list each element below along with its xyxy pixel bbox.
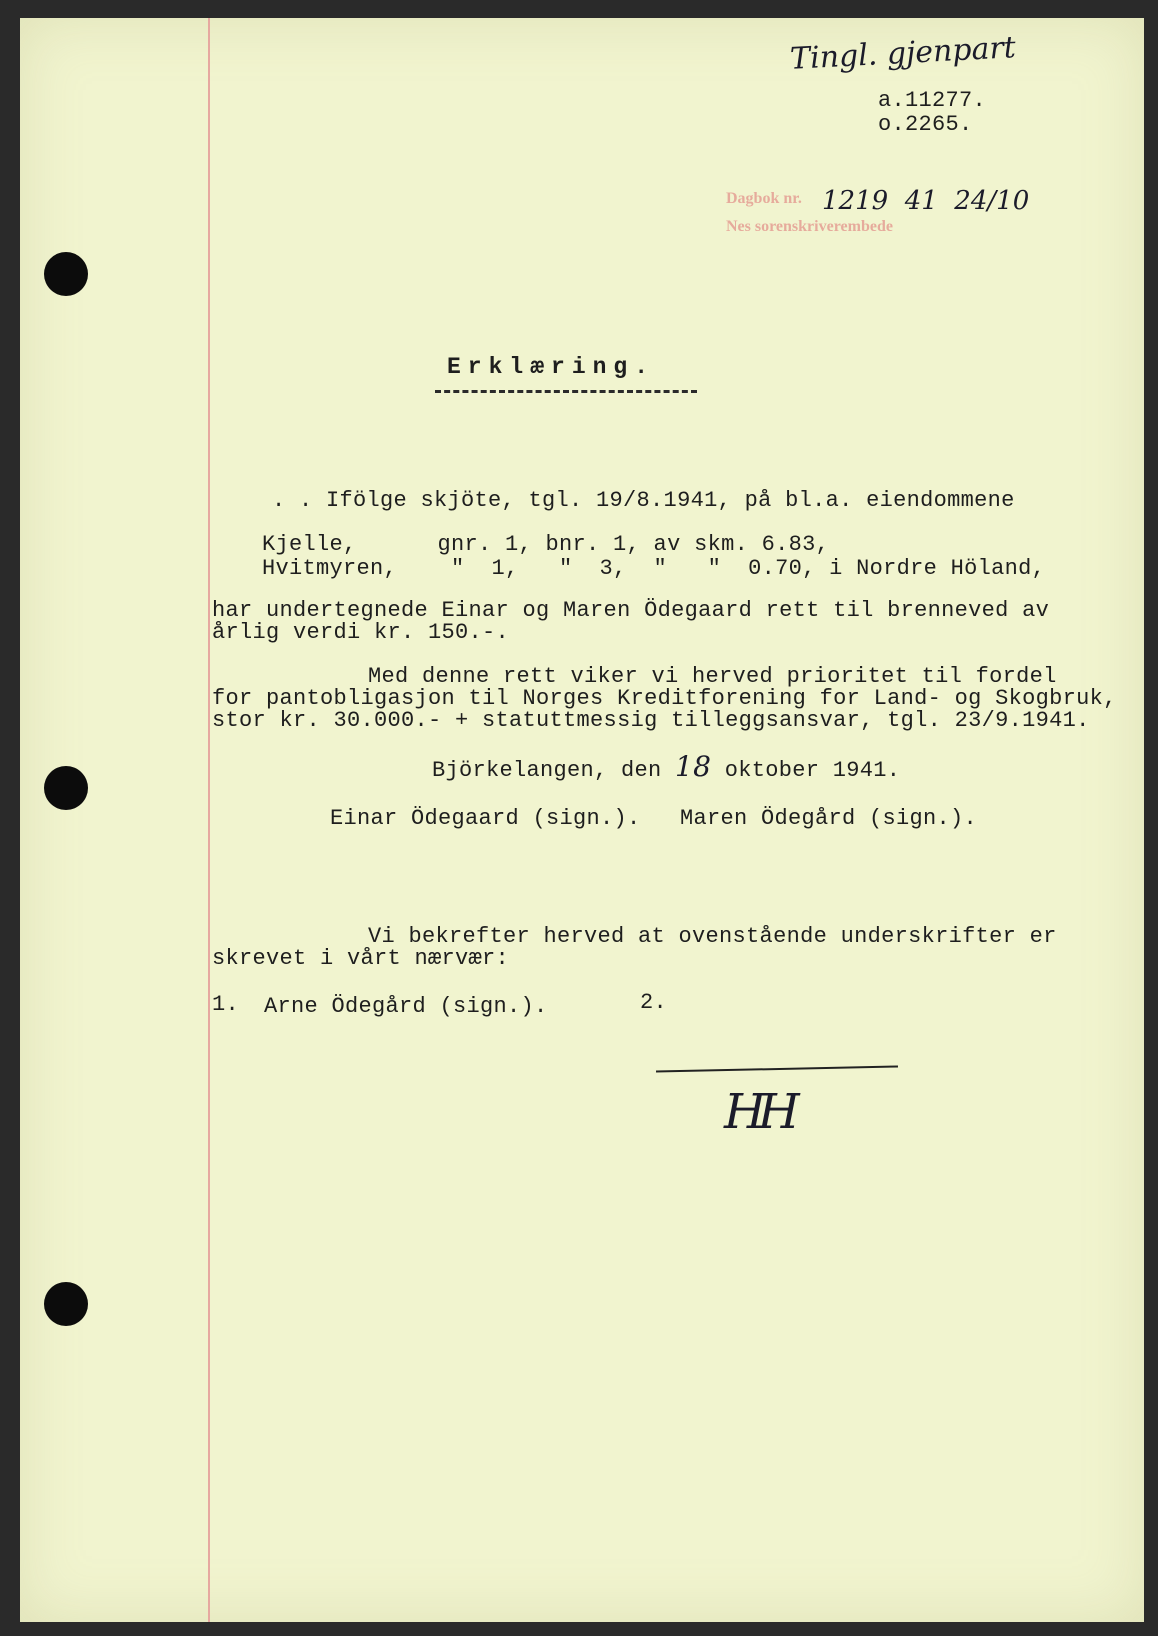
witness-line-2: skrevet i vårt nærvær: [212, 946, 510, 971]
paragraph-2-line-2: for pantobligasjon til Norges Kreditforening for Land- og Skogbruk, [212, 686, 1117, 711]
place-date-suffix: oktober 1941. [711, 758, 901, 783]
place-date-day: 18 [675, 750, 712, 783]
paragraph-1-line-2: årlig verdi kr. 150.-. [212, 620, 510, 645]
stamp-handwriting: 1219 41 24/10 [822, 186, 1030, 216]
paragraph-2-line-1: Med denne rett viker vi herved prioritet til fordel [368, 664, 1057, 689]
ref-o: o.2265. [878, 112, 973, 137]
property-line-1: Kjelle, gnr. 1, bnr. 1, av skm. 6.83, [262, 532, 830, 557]
title-underline [435, 390, 697, 393]
red-margin-line [208, 18, 210, 1622]
punch-hole [44, 1282, 88, 1326]
witness-1-name: Arne Ödegård (sign.). [264, 994, 548, 1019]
punch-hole [44, 252, 88, 296]
punch-hole [44, 766, 88, 810]
witness-line-1: Vi bekrefter herved at ovenstående underskrifter er [368, 924, 1057, 949]
handwritten-initials: HH [724, 1084, 792, 1140]
paragraph-2-line-3: stor kr. 30.000.- + statuttmessig tilleggsansvar, tgl. 23/9.1941. [212, 708, 1090, 733]
property-line-2: Hvitmyren, " 1, " 3, " " 0.70, i Nordre Höland, [262, 556, 1046, 581]
handwritten-note: Tingl. gjenpart [789, 30, 1017, 77]
document-title: Erklæring. [447, 354, 656, 380]
document-page [20, 18, 1144, 1622]
ref-a: a.11277. [878, 88, 987, 113]
place-date-prefix: Björkelangen, den [432, 758, 676, 783]
witness-1-number: 1. [212, 992, 240, 1017]
place-date [432, 750, 900, 783]
signature-maren: Maren Ödegård (sign.). [680, 806, 978, 831]
stamp-line1: Dagbok nr. [726, 190, 802, 207]
witness-2-number: 2. [640, 990, 668, 1015]
paragraph-1-line-1: har undertegnede Einar og Maren Ödegaard rett til brenneved av [212, 598, 1050, 623]
signature-line [656, 1065, 898, 1072]
stamp-line2: Nes sorenskriverembede [726, 218, 893, 235]
signature-einar: Einar Ödegaard (sign.). [330, 806, 641, 831]
intro-line: . . Ifölge skjöte, tgl. 19/8.1941, på bl.a. eiendommene [272, 488, 1015, 513]
